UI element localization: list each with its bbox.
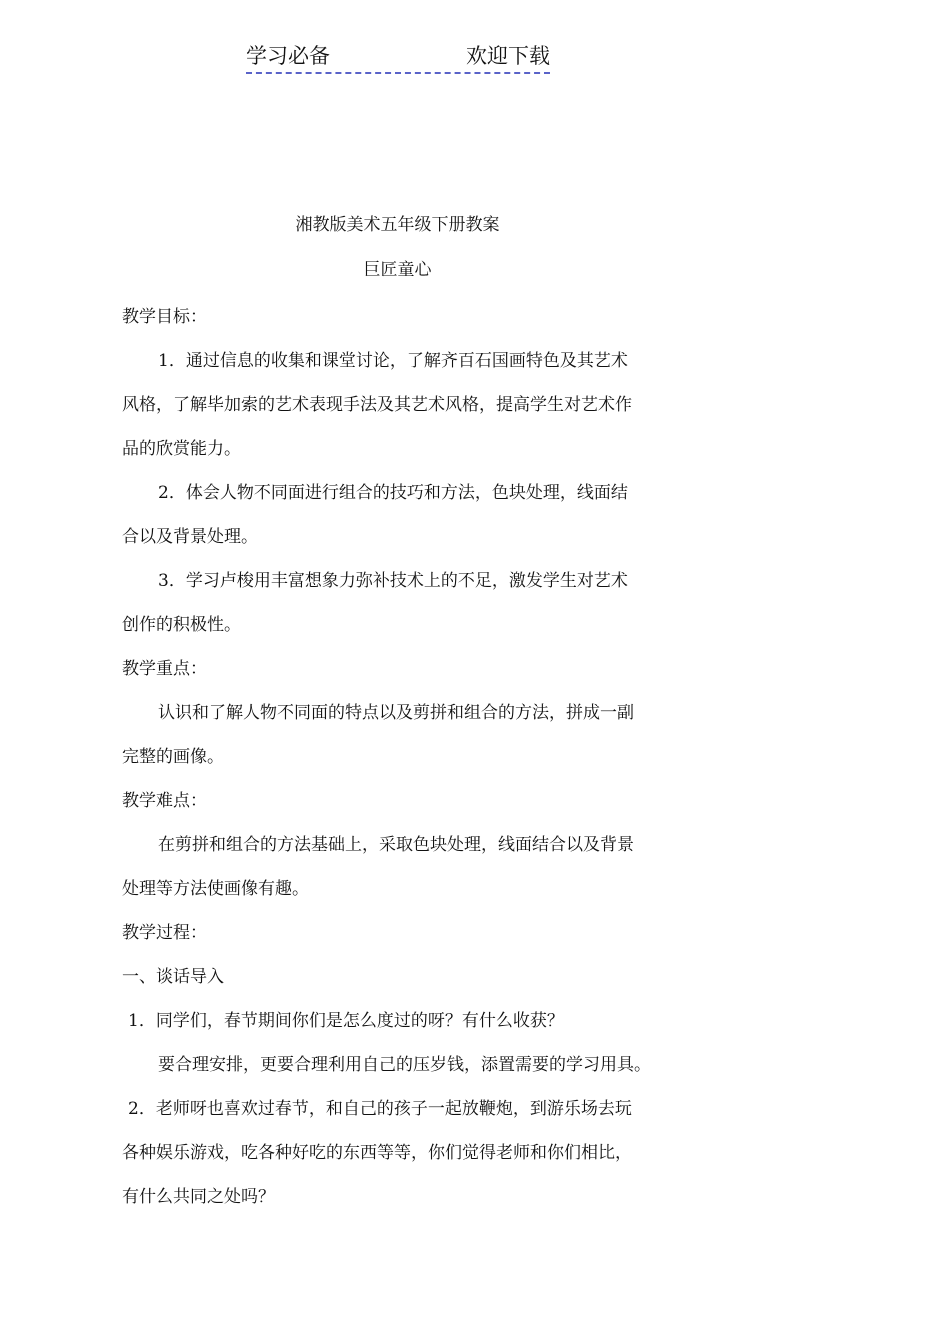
- header-left-text: 学习必备: [246, 44, 330, 68]
- paragraph-line: 1．通过信息的收集和课堂讨论，了解齐百石国画特色及其艺术: [158, 351, 628, 371]
- paragraph-line: 2．老师呀也喜欢过春节，和自己的孩子一起放鞭炮，到游乐场去玩: [128, 1099, 632, 1119]
- paragraph-line: 2．体会人物不同面进行组合的技巧和方法，色块处理，线面结: [158, 483, 628, 503]
- header-right-text: 欢迎下载: [466, 44, 550, 68]
- section-heading-key-points: 教学重点：: [122, 659, 207, 679]
- paragraph-line: 风格，了解毕加索的艺术表现手法及其艺术风格，提高学生对艺术作: [122, 395, 632, 415]
- paragraph-line: 认识和了解人物不同面的特点以及剪拼和组合的方法，拼成一副: [158, 703, 634, 723]
- section-heading-difficulties: 教学难点：: [122, 791, 207, 811]
- paragraph-line: 品的欣赏能力。: [122, 439, 241, 459]
- paragraph-line: 有什么共同之处吗？: [122, 1187, 275, 1207]
- paragraph-line: 创作的积极性。: [122, 615, 241, 635]
- paragraph-line: 处理等方法使画像有趣。: [122, 879, 309, 899]
- paragraph-line: 在剪拼和组合的方法基础上，采取色块处理，线面结合以及背景: [158, 835, 634, 855]
- paragraph-line: 3．学习卢梭用丰富想象力弥补技术上的不足，激发学生对艺术: [158, 571, 628, 591]
- document-title: 湘教版美术五年级下册教案: [295, 215, 500, 235]
- paragraph-line: 各种娱乐游戏，吃各种好吃的东西等等，你们觉得老师和你们相比，: [122, 1143, 632, 1163]
- paragraph-line: 完整的画像。: [122, 747, 224, 767]
- section-heading-goals: 教学目标：: [122, 307, 207, 327]
- document-subtitle: 巨匠童心: [363, 260, 432, 280]
- paragraph-line: 要合理安排，更要合理利用自己的压岁钱，添置需要的学习用具。: [158, 1055, 651, 1075]
- paragraph-line: 1．同学们，春节期间你们是怎么度过的呀？有什么收获？: [128, 1011, 564, 1031]
- section-heading-process: 教学过程：: [122, 923, 207, 943]
- document-body: [122, 295, 682, 1219]
- paragraph-line: 合以及背景处理。: [122, 527, 258, 547]
- page-header: [246, 42, 550, 74]
- subsection-heading: 一、谈话导入: [122, 967, 224, 987]
